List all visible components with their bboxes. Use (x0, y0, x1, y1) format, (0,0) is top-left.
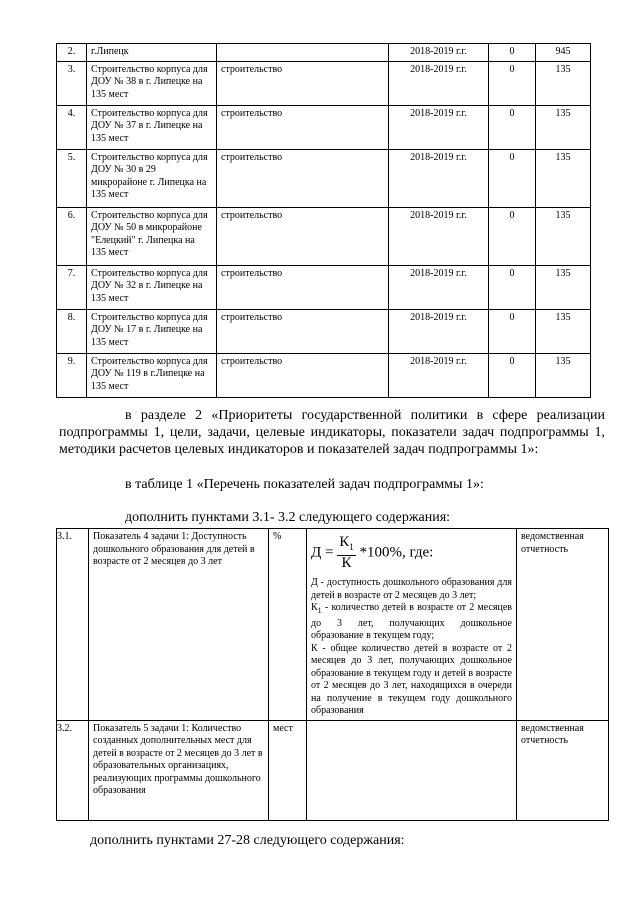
table-row (57, 309, 591, 353)
work-type: строительство (217, 105, 389, 149)
formula-numerator-main: К (339, 534, 350, 550)
value-start: 0 (489, 309, 536, 353)
value-end: 135 (536, 61, 591, 105)
value-start: 0 (489, 207, 536, 265)
value-start: 0 (489, 61, 536, 105)
period: 2018-2019 г.г. (389, 207, 489, 265)
formula-desc-2-text: - количество детей в возрасте от 2 месяцев до 3 лет, получающих дошкольное образование в текущем году; (311, 602, 512, 641)
table-row (57, 353, 591, 397)
indicator-source: ведомственная отчетность (517, 720, 609, 820)
object-name: Строительство корпуса для ДОУ № 32 в г. Липецке на 135 мест (87, 265, 217, 309)
value-end: 945 (536, 44, 591, 62)
work-type: строительство (217, 353, 389, 397)
work-type: строительство (217, 149, 389, 207)
value-end: 135 (536, 207, 591, 265)
object-name: Строительство корпуса для ДОУ № 50 в микрорайоне "Елецкий" г. Липецка на 135 мест (87, 207, 217, 265)
objects-table-body (57, 44, 591, 398)
period: 2018-2019 г.г. (389, 265, 489, 309)
value-end: 135 (536, 353, 591, 397)
formula-desc-1: Д - доступность дошкольного образования для детей в возрасте от 2 месяцев до 3 лет; (311, 577, 512, 601)
formula-lhs: Д = (311, 544, 334, 561)
indicator-method (307, 720, 517, 820)
row-number: 7. (57, 265, 87, 309)
add-items-27-paragraph: дополнить пунктами 27-28 следующего содержания: (90, 833, 405, 848)
row-number: 4. (57, 105, 87, 149)
value-end: 135 (536, 265, 591, 309)
table-row (57, 61, 591, 105)
formula-desc-2-sub: 1 (317, 606, 322, 615)
row-number: 8. (57, 309, 87, 353)
table-row (57, 149, 591, 207)
value-start: 0 (489, 44, 536, 62)
period: 2018-2019 г.г. (389, 105, 489, 149)
indicator-name: Показатель 4 задачи 1: Доступность дошкольного образования для детей в возрасте от 2 месяцев до 3 лет (89, 529, 269, 721)
object-name: Строительство корпуса для ДОУ № 17 в г. Липецке на 135 мест (87, 309, 217, 353)
period: 2018-2019 г.г. (389, 44, 489, 62)
indicator-name: Показатель 5 задачи 1: Количество созданных дополнительных мест для детей в возрасте от 2 месяцев до 3 лет в образовательных организациях, реализующих программы дошкольного образования (89, 720, 269, 820)
table-row (57, 265, 591, 309)
value-end: 135 (536, 105, 591, 149)
work-type: строительство (217, 265, 389, 309)
formula-desc-3: К - общее количество детей в возрасте от 2 месяцев до 3 лет, получающих дошкольное образование в текущем году и детей в возрасте от 2 месяцев до 3 лет, находящихся в очереди на получение в текущем году дошкольного образования (311, 642, 512, 716)
formula-fraction (337, 535, 356, 571)
value-start: 0 (489, 105, 536, 149)
indicator-source: ведомственная отчетность (517, 529, 609, 721)
formula-denominator: К (341, 555, 352, 571)
period: 2018-2019 г.г. (389, 353, 489, 397)
object-name: Строительство корпуса для ДОУ № 119 в г.Липецке на 135 мест (87, 353, 217, 397)
formula-numerator-sub: 1 (349, 542, 354, 552)
object-name: г.Липецк (87, 44, 217, 62)
work-type: строительство (217, 309, 389, 353)
formula-rhs: *100%, где: (359, 544, 434, 561)
indicator-unit: % (269, 529, 307, 721)
formula (311, 535, 512, 571)
table-row (57, 207, 591, 265)
work-type (217, 44, 389, 62)
object-name: Строительство корпуса для ДОУ № 38 в г. Липецке на 135 мест (87, 61, 217, 105)
value-start: 0 (489, 353, 536, 397)
period: 2018-2019 г.г. (389, 309, 489, 353)
add-items-3-paragraph: дополнить пунктами 3.1- 3.2 следующего содержания: (125, 510, 451, 525)
section2-paragraph: в разделе 2 «Приоритеты государственной политики в сфере реализации подпрограммы 1, цели, задачи, целевые индикаторы, показатели задач подпрограммы 1, методики расчетов целевых индикаторов и показателей задач подпрограммы 1»: (59, 408, 605, 457)
value-end: 135 (536, 149, 591, 207)
row-number: 6. (57, 207, 87, 265)
indicator-method (307, 529, 517, 721)
object-name: Строительство корпуса для ДОУ № 37 в г. Липецке на 135 мест (87, 105, 217, 149)
formula-numerator (337, 535, 356, 556)
table-row (57, 720, 609, 820)
work-type: строительство (217, 61, 389, 105)
row-number: 3.1. (57, 529, 89, 721)
work-type: строительство (217, 207, 389, 265)
indicator-unit: мест (269, 720, 307, 820)
value-start: 0 (489, 265, 536, 309)
row-number: 2. (57, 44, 87, 62)
value-start: 0 (489, 149, 536, 207)
row-number: 3.2. (57, 720, 89, 820)
table-row (57, 44, 591, 62)
formula-desc-2-var: К (311, 602, 318, 613)
table1-paragraph: в таблице 1 «Перечень показателей задач подпрограммы 1»: (125, 477, 484, 492)
value-end: 135 (536, 309, 591, 353)
formula-desc-2 (311, 602, 512, 643)
table-row (57, 105, 591, 149)
period: 2018-2019 г.г. (389, 61, 489, 105)
row-number: 9. (57, 353, 87, 397)
row-number: 3. (57, 61, 87, 105)
row-number: 5. (57, 149, 87, 207)
period: 2018-2019 г.г. (389, 149, 489, 207)
indicators-table (56, 528, 609, 821)
table-row (57, 529, 609, 721)
objects-table (56, 43, 591, 398)
object-name: Строительство корпуса для ДОУ № 30 в 29 микрорайоне г. Липецка на 135 мест (87, 149, 217, 207)
